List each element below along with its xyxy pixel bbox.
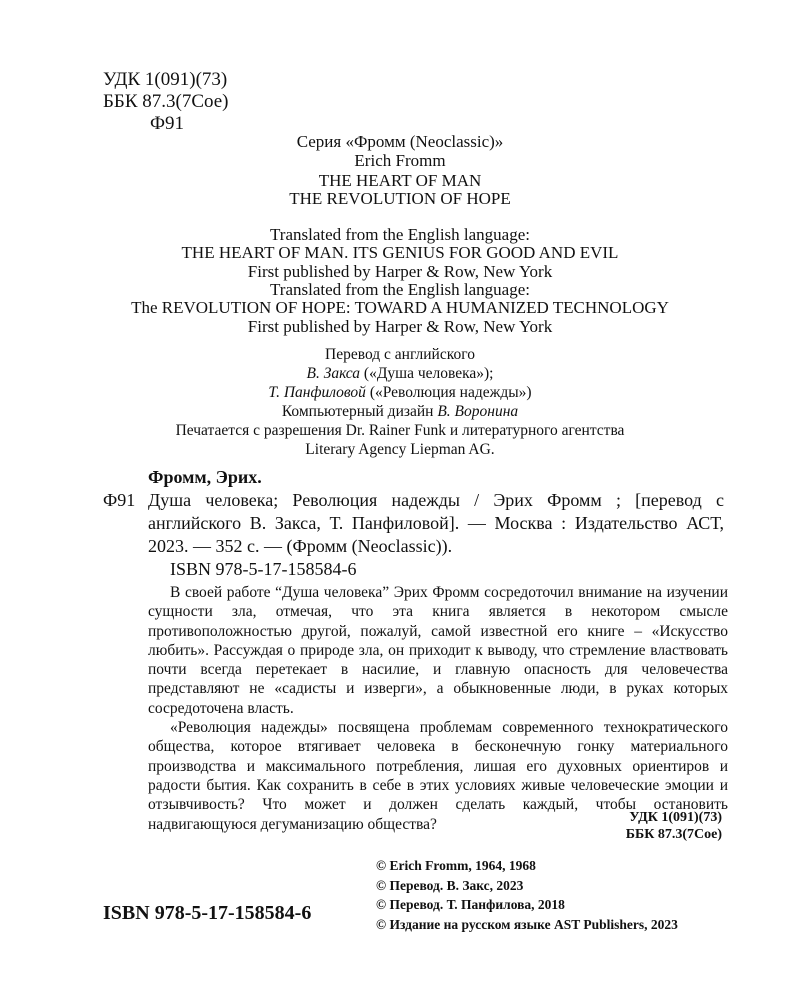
copyright-line-1: © Erich Fromm, 1964, 1968 xyxy=(376,858,536,873)
translator-1-credit xyxy=(100,364,700,384)
bottom-udk: УДК 1(091)(73) xyxy=(629,810,722,825)
original-title-1: THE HEART OF MAN xyxy=(318,171,482,190)
bottom-codes xyxy=(626,809,722,843)
bbk-code: ББК 87.3(7Сое) xyxy=(103,91,229,112)
translation-2-line-2: The REVOLUTION OF HOPE: TOWARD A HUMANIZED TECHNOLOGY xyxy=(131,298,669,317)
abstract xyxy=(148,583,728,834)
abstract-paragraph-2: «Революция надежды» посвящена проблемам современного технократического общества, которое втягивает человека в бесконечную гонку материального производства и максимального потребления, лишая его духовных ориентиров и радости бытия. Как сохранить в себе в этих условиях живые человеческие эмоции и отзывчивость? Что может и должен сделать каждый, чтобы остановить надвигающуюся дегуманизацию общества? xyxy=(148,719,728,833)
abstract-paragraph-1: В своей работе “Душа человека” Эрих Фромм сосредоточил внимание на изучении сущности зла, отмечая, что эта книга является в некотором смысле противоположностью другой, пожалуй, самой известной его книге – «Искусство любить». Рассуждая о природе зла, он приходит к выводу, что стремление властвовать почти всегда перетекает в насилие, и главную опасность для человечества представляют не «садисты и изверги», а обыкновенные люди, в руках которых сосредоточена власть. xyxy=(148,584,728,717)
translation-1-line-3: First published by Harper & Row, New York xyxy=(247,262,553,281)
udk-code: УДК 1(091)(73) xyxy=(103,69,228,90)
translation-credit-label: Перевод с английского xyxy=(325,346,475,363)
translator-2-name: Т. Панфиловой xyxy=(268,384,366,401)
copyright-block xyxy=(376,856,678,934)
card-code: Ф91 xyxy=(103,490,136,510)
permission-line-2: Literary Agency Liepman AG. xyxy=(305,441,495,458)
translation-1-line-2: THE HEART OF MAN. ITS GENIUS FOR GOOD AND EVIL xyxy=(181,243,619,262)
card-isbn: ISBN 978-5-17-158584-6 xyxy=(170,559,357,579)
translator-1-work: («Душа человека»); xyxy=(360,365,494,382)
card-author-heading: Фромм, Эрих. xyxy=(148,467,262,487)
isbn-large: ISBN 978-5-17-158584-6 xyxy=(103,902,312,924)
design-label: Компьютерный дизайн xyxy=(281,403,438,420)
author-mark: Ф91 xyxy=(150,113,185,134)
copyright-line-3: © Перевод. Т. Панфилова, 2018 xyxy=(376,897,565,913)
permission-line-1: Печатается с разрешения Dr. Rainer Funk и литературного агентства xyxy=(175,422,625,439)
bottom-bbk: ББК 87.3(7Сое) xyxy=(625,827,722,842)
translation-1-line-1: Translated from the English language: xyxy=(270,225,530,244)
series-author: Erich Fromm xyxy=(354,151,446,170)
translator-1-name: В. Закса xyxy=(306,365,361,382)
translator-2-credit xyxy=(100,383,700,403)
copyright-line-4: © Издание на русском языке AST Publishers, 2023 xyxy=(376,916,678,932)
translation-2-line-1: Translated from the English language: xyxy=(270,280,530,299)
original-title-2: THE REVOLUTION OF HOPE xyxy=(289,189,511,208)
design-credit xyxy=(100,402,700,422)
designer-name: В. Воронина xyxy=(437,403,519,420)
translator-2-work: («Революция надежды») xyxy=(365,384,532,401)
translation-2-line-3: First published by Harper & Row, New York xyxy=(247,317,553,336)
series-label: Серия «Фромм (Neoclassic)» xyxy=(296,132,504,151)
card-description: Душа человека; Революция надежды / Эрих Фромм ; [перевод с английского В. Закса, Т. Панфиловой]. — Москва : Издательство АСТ, 2023. — 352 с. — (Фромм (Neoclassic)). xyxy=(148,490,724,556)
copyright-line-2: © Перевод. В. Закс, 2023 xyxy=(376,877,524,893)
